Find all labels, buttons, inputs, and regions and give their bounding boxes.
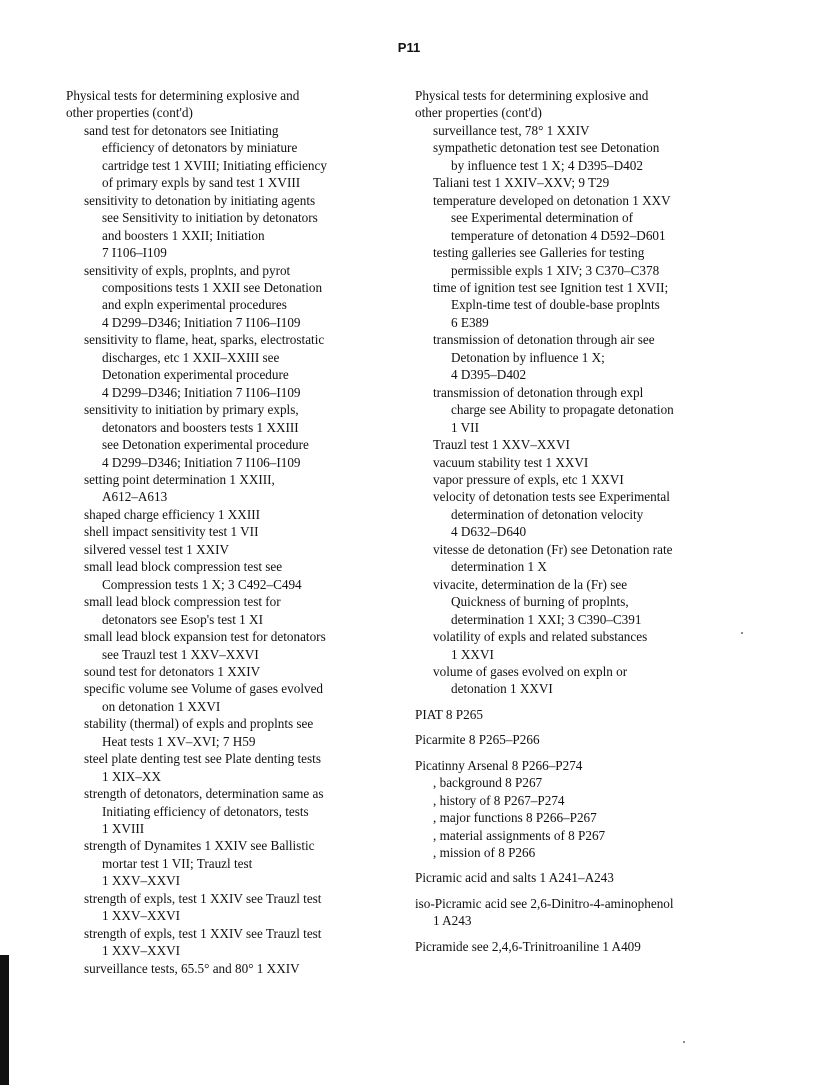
index-entry-line: on detonation 1 XXVI	[102, 698, 221, 714]
index-heading: Picramide see 2,4,6-Trinitroaniline 1 A409	[415, 938, 641, 954]
index-entry-line: 1 XVIII	[102, 821, 145, 837]
index-entry-line: velocity of detonation tests see Experimental	[433, 489, 670, 505]
index-entry-line: see Sensitivity to initiation by detonators	[102, 210, 318, 226]
index-entry-line: time of ignition test see Ignition test 1 XVII;	[433, 279, 669, 295]
index-entry-line: 4 D299–D346; Initiation 7 I106–I109	[102, 454, 301, 470]
index-entry-line: 4 D395–D402	[451, 367, 527, 383]
index-entry-line: silvered vessel test 1 XXIV	[84, 541, 230, 557]
entry-spacer	[415, 930, 745, 938]
index-entry-line: 4 D632–D640	[451, 524, 527, 540]
index-heading: PIAT 8 P265	[415, 706, 483, 722]
index-entry-line: , major functions 8 P266–P267	[433, 810, 597, 826]
index-entry-line: by influence test 1 X; 4 D395–D402	[451, 157, 643, 173]
index-entry-line: volume of gases evolved on expln or	[433, 663, 628, 679]
index-entry-line: Quickness of burning of proplnts,	[451, 594, 629, 610]
index-entry-line: stability (thermal) of expls and proplnts see	[84, 716, 314, 732]
index-entry-line: sensitivity to detonation by initiating agents	[84, 192, 316, 208]
index-entry-line: , history of 8 P267–P274	[433, 792, 565, 808]
index-entry-line: 1 VII	[451, 419, 479, 435]
page-number: P11	[397, 40, 421, 55]
entry-spacer	[415, 698, 745, 706]
index-entry-line: Compression tests 1 X; 3 C492–C494	[102, 576, 302, 592]
index-heading: Picatinny Arsenal 8 P266–P274	[415, 757, 583, 773]
index-entry-line: determination 1 XXI; 3 C390–C391	[451, 611, 642, 627]
index-entry-line: discharges, etc 1 XXII–XXIII see	[102, 349, 280, 365]
index-entry-line: compositions tests 1 XXII see Detonation	[102, 279, 323, 295]
entry-spacer	[415, 723, 745, 731]
index-entry-line: of primary expls by sand test 1 XVIII	[102, 175, 301, 191]
index-entry-line: transmission of detonation through air see	[433, 332, 655, 348]
index-entry-line: sensitivity to flame, heat, sparks, electrostatic	[84, 332, 325, 348]
index-entry-line: strength of expls, test 1 XXIV see Trauzl test	[84, 890, 322, 906]
index-entry-line: volatility of expls and related substances	[433, 629, 648, 645]
index-entry-line: vitesse de detonation (Fr) see Detonation rate	[433, 541, 673, 557]
index-entry-line: Taliani test 1 XXIV–XXV; 9 T29	[433, 175, 610, 191]
index-entry-line: see Detonation experimental procedure	[102, 437, 309, 453]
index-entry-line: and expln experimental procedures	[102, 297, 287, 313]
index-heading: other properties (cont'd)	[66, 105, 193, 121]
index-entry-line: Heat tests 1 XV–XVI; 7 H59	[102, 733, 256, 749]
index-entry-line: 7 I106–I109	[102, 245, 167, 261]
index-entry-line: sound test for detonators 1 XXIV	[84, 663, 261, 679]
index-entry-line: Detonation by influence 1 X;	[451, 349, 605, 365]
index-heading: Physical tests for determining explosive and	[415, 88, 649, 103]
index-entry-line: surveillance test, 78° 1 XXIV	[433, 122, 590, 138]
index-entry-line: surveillance tests, 65.5° and 80° 1 XXIV	[84, 960, 300, 976]
index-entry-line: permissible expls 1 XIV; 3 C370–C378	[451, 262, 660, 278]
index-entry-line: strength of expls, test 1 XXIV see Trauzl test	[84, 925, 322, 941]
right-column	[415, 87, 745, 955]
index-entry-line: testing galleries see Galleries for testing	[433, 245, 645, 261]
scan-speck	[741, 632, 743, 634]
index-entry-line: , mission of 8 P266	[433, 845, 536, 861]
index-entry-line: vapor pressure of expls, etc 1 XXVI	[433, 471, 624, 487]
index-entry-line: mortar test 1 VII; Trauzl test	[102, 855, 253, 871]
index-entry-line: charge see Ability to propagate detonation	[451, 402, 674, 418]
index-entry-line: cartridge test 1 XVIII; Initiating efficiency	[102, 157, 327, 173]
index-entry-line: temperature developed on detonation 1 XXV	[433, 192, 671, 208]
index-heading: Physical tests for determining explosive and	[66, 88, 300, 103]
index-entry-line: steel plate denting test see Plate denting tests	[84, 751, 321, 767]
index-entry-line: 6 E389	[451, 314, 489, 330]
index-entry-line: small lead block expansion test for detonators	[84, 629, 326, 645]
left-column	[66, 87, 382, 977]
index-entry-line: A612–A613	[102, 489, 168, 505]
index-entry-line: Trauzl test 1 XXV–XXVI	[433, 437, 570, 453]
index-heading: Picramic acid and salts 1 A241–A243	[415, 870, 614, 886]
index-entry-line: , background 8 P267	[433, 775, 543, 791]
index-entry-line: 1 XXV–XXVI	[102, 873, 181, 889]
index-entry-line: see Experimental determination of	[451, 210, 633, 226]
index-entry-line: 1 A243	[433, 913, 472, 929]
scan-edge-bar	[0, 955, 9, 1085]
index-entry-line: sensitivity to initiation by primary expls,	[84, 402, 299, 418]
index-heading: other properties (cont'd)	[415, 105, 542, 121]
entry-spacer	[415, 749, 745, 757]
entry-spacer	[415, 861, 745, 869]
index-entry-line: 1 XIX–XX	[102, 768, 161, 784]
index-entry-line: 1 XXV–XXVI	[102, 943, 181, 959]
entry-spacer	[415, 887, 745, 895]
index-entry-line: detonation 1 XXVI	[451, 681, 553, 697]
index-entry-line: Expln-time test of double-base proplnts	[451, 297, 660, 313]
index-entry-line: sand test for detonators see Initiating	[84, 122, 279, 138]
index-entry-line: small lead block compression test for	[84, 594, 281, 610]
index-entry-line: and boosters 1 XXII; Initiation	[102, 227, 265, 243]
index-entry-line: sensitivity of expls, proplnts, and pyrot	[84, 262, 291, 278]
index-entry-line: small lead block compression test see	[84, 559, 283, 575]
index-entry-line: Initiating efficiency of detonators, tests	[102, 803, 309, 819]
index-entry-line: efficiency of detonators by miniature	[102, 140, 298, 156]
index-entry-line: determination of detonation velocity	[451, 506, 644, 522]
index-entry-line: , material assignments of 8 P267	[433, 827, 606, 843]
index-entry-line: strength of detonators, determination same as	[84, 786, 324, 802]
index-entry-line: sympathetic detonation test see Detonation	[433, 140, 660, 156]
index-entry-line: transmission of detonation through expl	[433, 384, 644, 400]
index-entry-line: strength of Dynamites 1 XXIV see Ballistic	[84, 838, 315, 854]
index-entry-line: 1 XXVI	[451, 646, 494, 662]
index-entry-line: specific volume see Volume of gases evolved	[84, 681, 324, 697]
index-entry-line: 4 D299–D346; Initiation 7 I106–I109	[102, 314, 301, 330]
index-entry-line: temperature of detonation 4 D592–D601	[451, 227, 666, 243]
index-entry-line: detonators see Esop's test 1 XI	[102, 611, 263, 627]
index-heading: Picarmite 8 P265–P266	[415, 732, 540, 748]
index-entry-line: setting point determination 1 XXIII,	[84, 471, 275, 487]
index-entry-line: vivacite, determination de la (Fr) see	[433, 576, 628, 592]
index-entry-line: detonators and boosters tests 1 XXIII	[102, 419, 299, 435]
index-entry-line: 1 XXV–XXVI	[102, 908, 181, 924]
index-entry-line: shell impact sensitivity test 1 VII	[84, 524, 259, 540]
index-entry-line: 4 D299–D346; Initiation 7 I106–I109	[102, 384, 301, 400]
index-entry-line: determination 1 X	[451, 559, 547, 575]
index-entry-line: Detonation experimental procedure	[102, 367, 289, 383]
scan-speck	[683, 1041, 685, 1043]
index-heading: iso-Picramic acid see 2,6-Dinitro-4-aminophenol	[415, 895, 674, 911]
index-entry-line: vacuum stability test 1 XXVI	[433, 454, 589, 470]
index-entry-line: shaped charge efficiency 1 XXIII	[84, 506, 260, 522]
index-entry-line: see Trauzl test 1 XXV–XXVI	[102, 646, 259, 662]
